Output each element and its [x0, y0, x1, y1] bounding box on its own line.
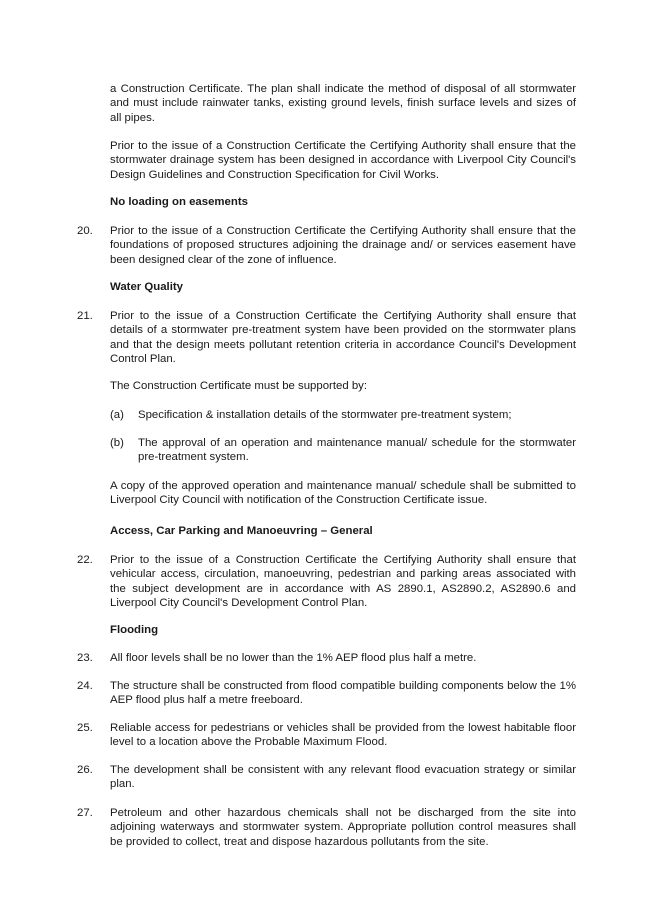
condition-22-text: Prior to the issue of a Construction Certificate the Certifying Authority shall ensure that vehicular access, circulation, manoeuvring, pedestrian and parking areas associated with the subject development are in accordance with AS 2890.1, AS2890.2, AS2890.6 and Liverpool City Council's Development Control Plan.: [110, 554, 576, 610]
heading-access-car-parking: Access, Car Parking and Manoeuvring – General: [110, 525, 373, 537]
condition-number-27: 27.: [77, 807, 93, 819]
heading-water-quality: Water Quality: [110, 281, 183, 293]
intro-second-paragraph: Prior to the issue of a Construction Certificate the Certifying Authority shall ensure that the stormwater drainage system has been designed in accordance with Liverpool City Council's Design Guidelines and Construction Specification for Civil Works.: [110, 140, 576, 181]
condition-24-text: The structure shall be constructed from flood compatible building components below the 1% AEP flood plus half a metre freeboard.: [110, 680, 576, 707]
condition-number-22: 22.: [77, 554, 93, 566]
condition-21-item-b-text: The approval of an operation and maintenance manual/ schedule for the stormwater pre-treatment system.: [138, 437, 576, 464]
condition-number-25: 25.: [77, 722, 93, 734]
heading-no-loading-on-easements: No loading on easements: [110, 196, 248, 208]
condition-21-copy-paragraph: A copy of the approved operation and maintenance manual/ schedule shall be submitted to Liverpool City Council with notification of the Construction Certificate issue.: [110, 480, 576, 507]
condition-21-item-a-text: Specification & installation details of the stormwater pre-treatment system;: [138, 409, 512, 421]
condition-25-text: Reliable access for pedestrians or vehicles shall be provided from the lowest habitable floor level to a location above the Probable Maximum Flood.: [110, 722, 576, 749]
condition-27-text: Petroleum and other hazardous chemicals shall not be discharged from the site into adjoining waterways and stormwater system. Appropriate pollution control measures shall be provided to collect, treat and dispose hazardous pollutants from the site.: [110, 807, 576, 848]
condition-21-item-a-label: (a): [110, 409, 124, 421]
condition-number-26: 26.: [77, 764, 93, 776]
condition-number-21: 21.: [77, 310, 93, 322]
heading-flooding: Flooding: [110, 624, 159, 636]
condition-21-supported-by: The Construction Certificate must be supported by:: [110, 380, 368, 392]
condition-number-24: 24.: [77, 680, 93, 692]
condition-26-text: The development shall be consistent with any relevant flood evacuation strategy or similar plan.: [110, 764, 576, 791]
condition-21-item-b-label: (b): [110, 437, 124, 449]
condition-20-text: Prior to the issue of a Construction Certificate the Certifying Authority shall ensure that the foundations of proposed structures adjoining the drainage and/ or services easement have been designed clear of the zone of influence.: [110, 225, 576, 266]
condition-23-text: All floor levels shall be no lower than the 1% AEP flood plus half a metre.: [110, 652, 477, 664]
intro-continuation-paragraph: a Construction Certificate. The plan shall indicate the method of disposal of all stormwater and must include rainwater tanks, existing ground levels, finish surface levels and sizes of all pipes.: [110, 83, 576, 124]
condition-number-20: 20.: [77, 225, 93, 237]
condition-21-text: Prior to the issue of a Construction Certificate the Certifying Authority shall ensure that details of a stormwater pre-treatment system have been provided on the stormwater plans and that the design meets pollutant retention criteria in accordance Council's Development Control Plan.: [110, 310, 576, 366]
condition-number-23: 23.: [77, 652, 93, 664]
